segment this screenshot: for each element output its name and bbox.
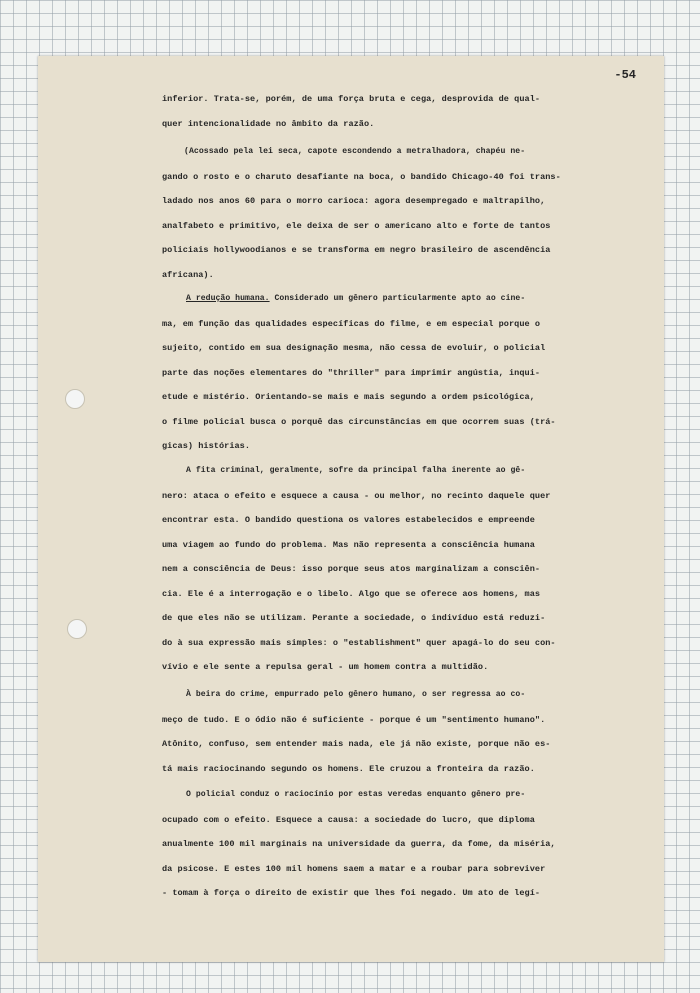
text-line: parte das noções elementares do "thriller" para imprimir angústia, inqui- [162, 368, 541, 378]
section-heading-line [186, 294, 700, 303]
text-line: de que eles não se utilizam. Perante a sociedade, o indivíduo está reduzi- [162, 613, 546, 623]
text-line: policiais hollywoodianos e se transforma em negro brasileiro de ascendência [162, 245, 551, 255]
text-line: etude e mistério. Orientando-se mais e mais segundo a ordem psicológica, [162, 392, 535, 402]
text-line: Considerado um gênero particularmente apto ao cine- [269, 294, 526, 303]
page-number: -54 [614, 68, 636, 82]
typewritten-page [38, 56, 664, 962]
text-line: Atônito, confuso, sem entender mais nada, ele já não existe, porque não es- [162, 739, 551, 749]
text-line: ocupado com o efeito. Esquece a causa: a sociedade do lucro, que diploma [162, 815, 535, 825]
text-line: O policial conduz o raciocínio por estas veredas enquanto gênero pre- [186, 790, 526, 799]
text-line: vívio e ele sente a repulsa geral - um homem contra a multidão. [162, 662, 489, 672]
punch-hole-bottom [67, 619, 87, 639]
text-line: gicas) histórias. [162, 441, 251, 451]
text-line: meço de tudo. E o ódio não é suficiente - porque é um "sentimento humano". [162, 715, 546, 725]
text-line: inferior. Trata-se, porém, de uma força bruta e cega, desprovida de qual- [162, 94, 541, 104]
text-line: ma, em função das qualidades específicas do filme, e em especial porque o [162, 319, 541, 329]
text-line: (Acossado pela lei seca, capote escondendo a metralhadora, chapéu ne- [184, 147, 526, 156]
text-line: nem a consciência de Deus: isso porque seus atos marginalizam a consciên- [162, 564, 541, 574]
punch-hole-top [65, 389, 85, 409]
text-line: sujeito, contido em sua designação mesma, não cessa de evoluir, o policial [162, 343, 546, 353]
section-heading: A redução humana. [186, 294, 270, 303]
text-line: tá mais raciocinando segundo os homens. Ele cruzou a fronteira da razão. [162, 764, 535, 774]
text-line: encontrar esta. O bandido questiona os valores estabelecidos e empreende [162, 515, 535, 525]
text-line: A fita criminal, geralmente, sofre da principal falha inerente ao gê- [186, 466, 526, 475]
text-line: do à sua expressão mais simples: o "establishment" quer apagá-lo do seu con- [162, 638, 556, 648]
text-line: - tomam à força o direito de existir que lhes foi negado. Um ato de legí- [162, 888, 541, 898]
text-line: nero: ataca o efeito e esquece a causa - ou melhor, no recinto daquele quer [162, 491, 551, 501]
text-line: ladado nos anos 60 para o morro carioca: agora desempregado e maltrapilho, [162, 196, 546, 206]
text-line: o filme policial busca o porquê das circunstâncias em que ocorrem suas (trá- [162, 417, 556, 427]
text-line: À beira do crime, empurrado pelo gênero humano, o ser regressa ao co- [186, 690, 526, 699]
text-line: uma viagem ao fundo do problema. Mas não representa a consciência humana [162, 540, 535, 550]
text-line: gando o rosto e o charuto desafiante na boca, o bandido Chicago-40 foi trans- [162, 172, 561, 182]
text-line: africana). [162, 270, 214, 280]
text-line: analfabeto e primitivo, ele deixa de ser o americano alto e forte de tantos [162, 221, 551, 231]
text-line: anualmente 100 mil marginais na universidade da guerra, da fome, da miséria, [162, 839, 556, 849]
text-line: quer intencionalidade no âmbito da razão. [162, 119, 375, 129]
text-line: cia. Ele é a interrogação e o libelo. Algo que se oferece aos homens, mas [162, 589, 541, 599]
text-line: da psicose. E estes 100 mil homens saem a matar e a roubar para sobreviver [162, 864, 546, 874]
